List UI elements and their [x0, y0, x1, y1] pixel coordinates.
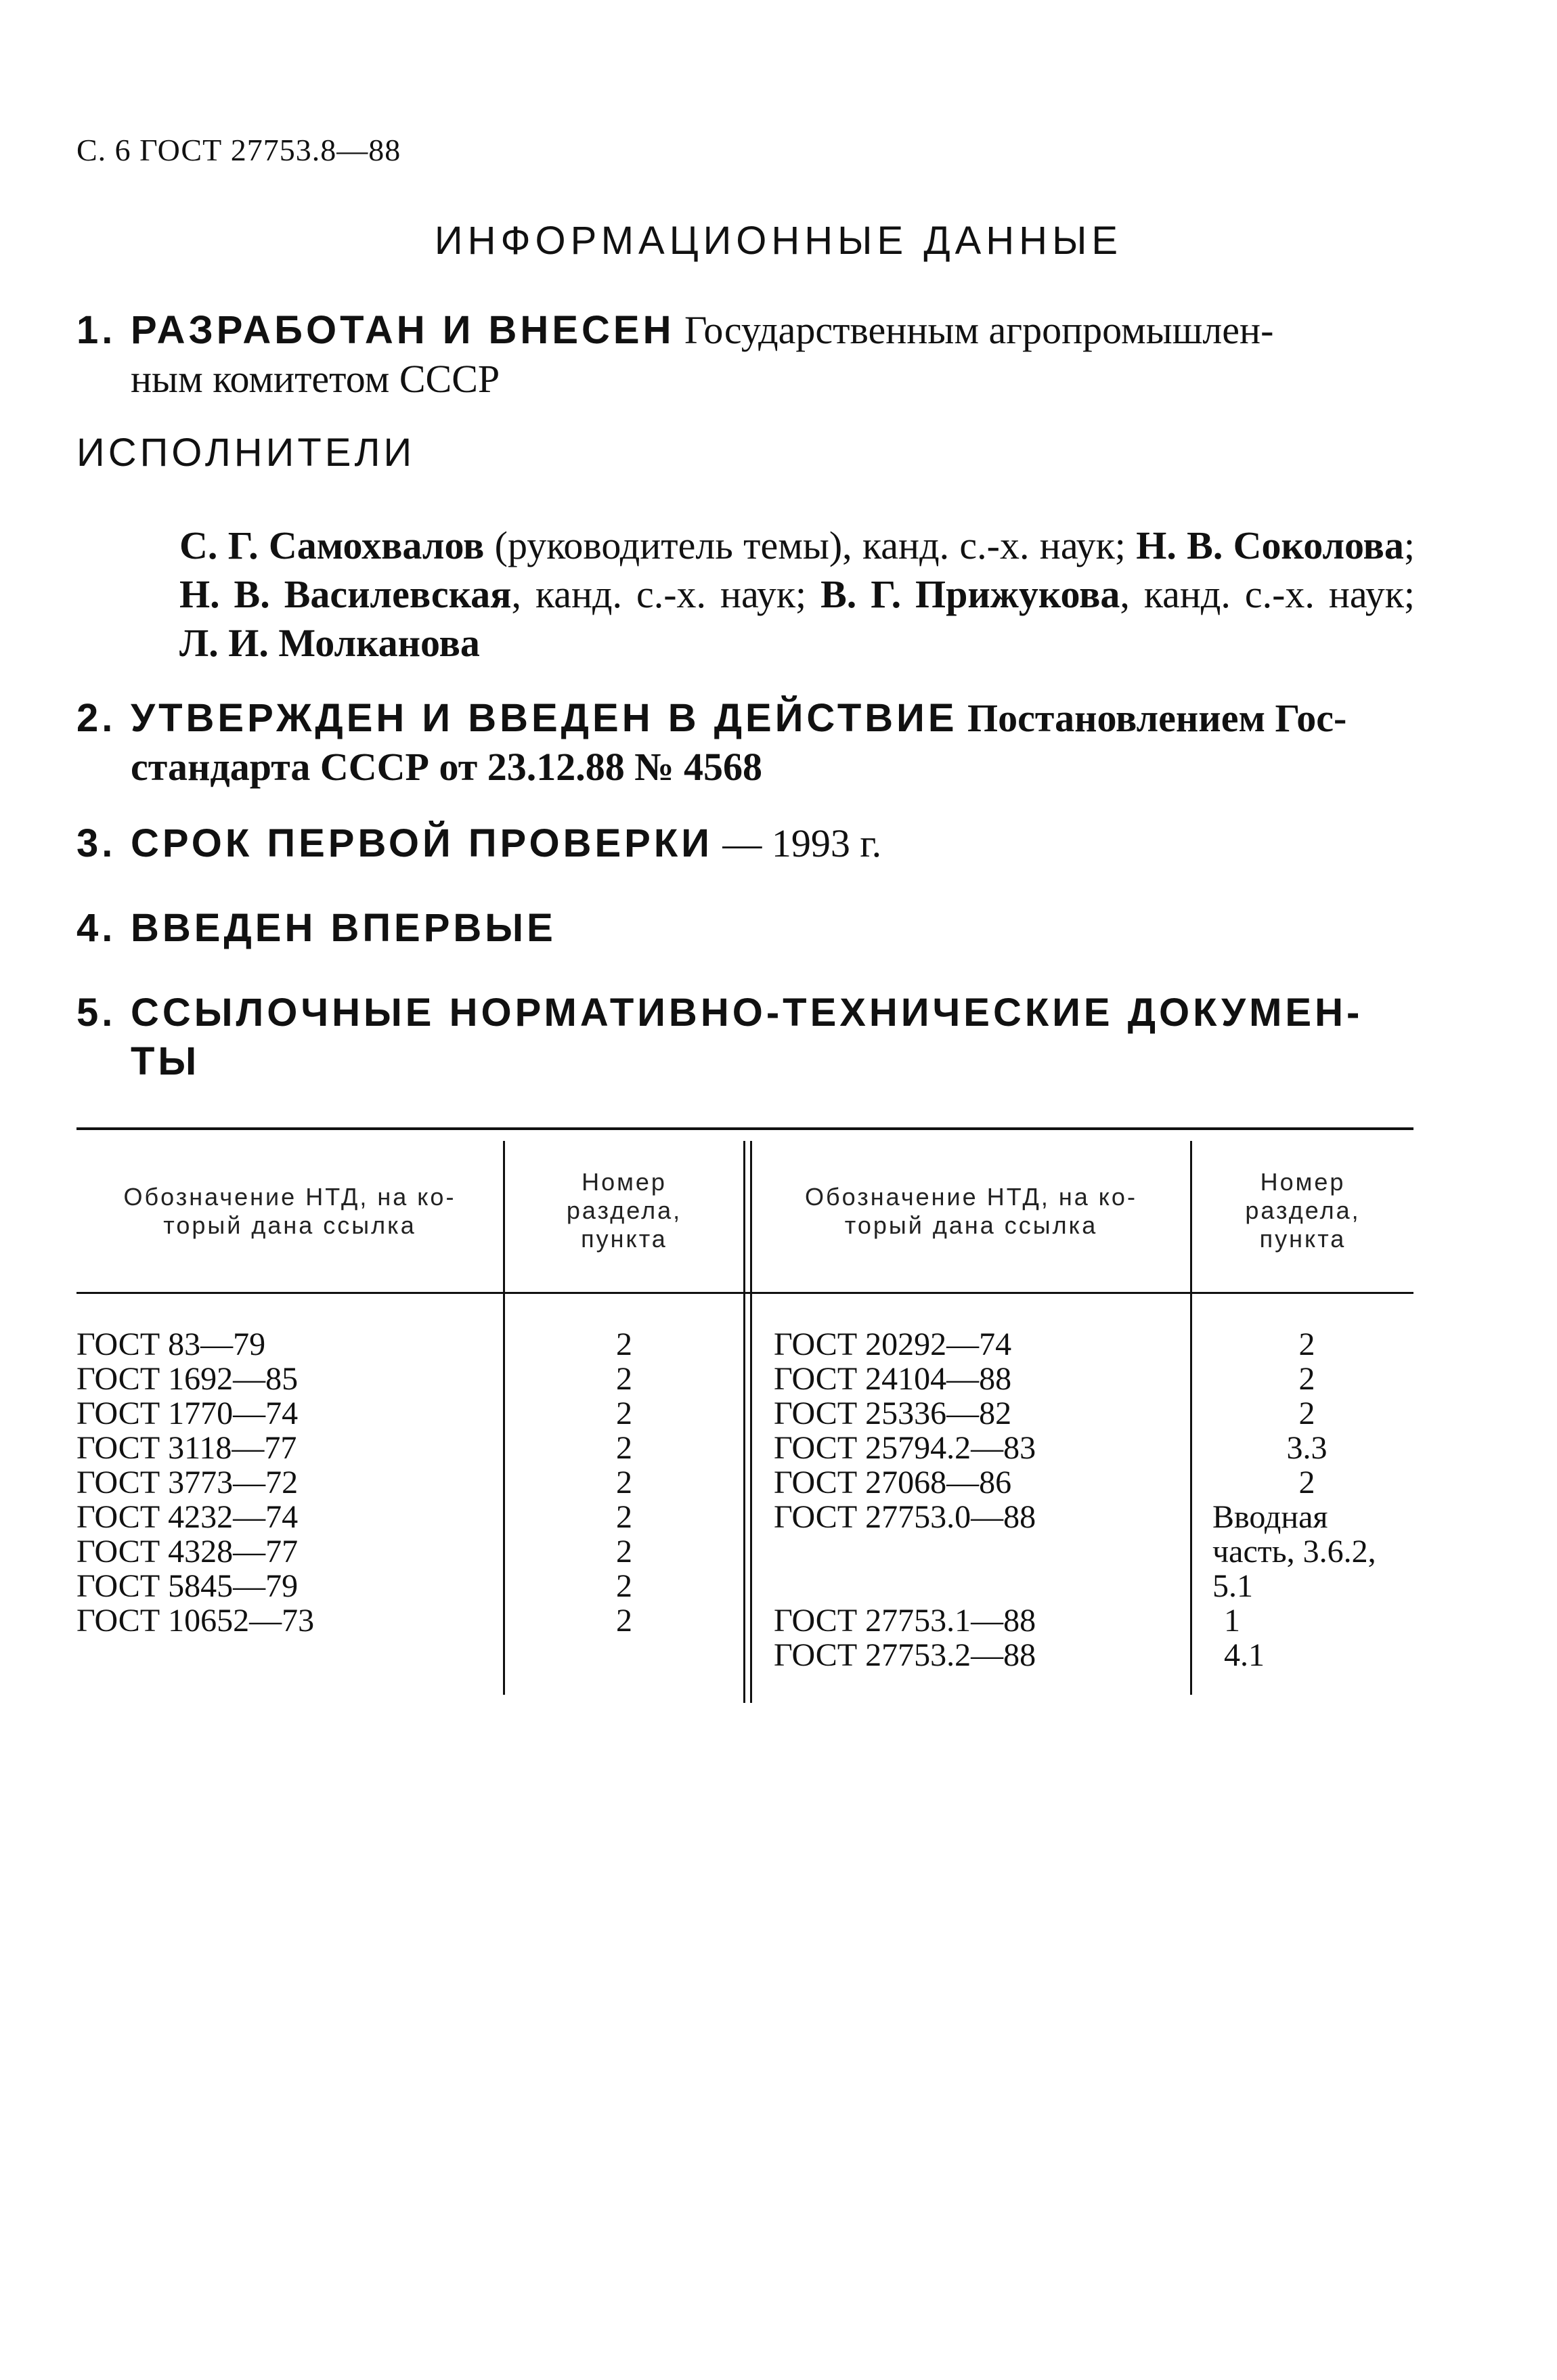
person-name: С. Г. Самохвалов [179, 523, 485, 567]
header-designation-left [76, 1183, 503, 1240]
table-cell: ГОСТ 27753.0—88 [774, 1499, 1036, 1535]
section-3 [76, 819, 1413, 868]
table-cell: 1 [1224, 1603, 1240, 1639]
table-cell: 5.1 [1212, 1568, 1253, 1604]
table-cell: ГОСТ 27068—86 [774, 1465, 1012, 1500]
section-continuation: ным комитетом СССР [131, 357, 500, 401]
table-cell: ГОСТ 3773—72 [76, 1465, 299, 1500]
table-cell: 2 [616, 1395, 632, 1431]
section-text: Государственным агропромышлен- [674, 308, 1274, 352]
left-docs-column [76, 1327, 496, 1638]
left-nums-column [505, 1327, 743, 1638]
table-cell: ГОСТ 25336—82 [774, 1395, 1012, 1431]
executors-list [179, 521, 1415, 668]
document-title: ИНФОРМАЦИОННЫЕ ДАННЫЕ [434, 219, 1123, 263]
section-continuation: стандарта СССР от 23.12.88 № 4568 [131, 745, 762, 789]
header-line: торый дана ссылка [163, 1211, 416, 1239]
right-docs-column [774, 1327, 1187, 1672]
person-name: Н. В. Соколова [1136, 523, 1404, 567]
header-line: Обозначение НТД, на ко- [805, 1183, 1137, 1211]
header-line: пункта [581, 1225, 667, 1253]
table-cell: ГОСТ 24104—88 [774, 1361, 1012, 1397]
section-heading: УТВЕРЖДЕН И ВВЕДЕН В ДЕЙСТВИЕ [131, 696, 958, 740]
section-heading: ВВЕДЕН ВПЕРВЫЕ [131, 906, 556, 950]
table-cell [774, 1569, 1187, 1603]
header-number-right [1192, 1168, 1413, 1253]
table-cell: Вводная [1212, 1499, 1328, 1535]
table-cell: 2 [616, 1603, 632, 1639]
table-cell: 2 [616, 1361, 632, 1397]
header-line: торый дана ссылка [844, 1211, 1098, 1239]
table-cell: ГОСТ 10652—73 [76, 1603, 315, 1639]
table-cell: 2 [616, 1534, 632, 1570]
section-heading: СРОК ПЕРВОЙ ПРОВЕРКИ [131, 821, 713, 865]
person-name: Л. И. Молканова [179, 621, 480, 665]
section-number: 5. [76, 991, 116, 1035]
table-cell: часть, 3.6.2, [1212, 1534, 1376, 1570]
table-cell: ГОСТ 1692—85 [76, 1361, 299, 1397]
header-line: Номер [582, 1168, 667, 1196]
executors-heading: ИСПОЛНИТЕЛИ [76, 431, 416, 475]
table-cell: 2 [1298, 1395, 1315, 1431]
table-cell: ГОСТ 83—79 [76, 1326, 266, 1362]
person-note: , канд. с.-х. наук; [1120, 572, 1416, 616]
section-2 [76, 694, 1413, 792]
section-4 [76, 904, 1413, 953]
person-note: , канд. с.-х. наук; [511, 572, 821, 616]
header-line: раздела, [1245, 1196, 1361, 1224]
table-top-rule [76, 1127, 1413, 1130]
header-line: пункта [1259, 1225, 1346, 1253]
header-designation-right [752, 1183, 1190, 1240]
section-number: 2. [76, 696, 116, 740]
header-line: раздела, [566, 1196, 682, 1224]
header-line: Обозначение НТД, на ко- [123, 1183, 456, 1211]
person-name: Н. В. Василевская [179, 572, 512, 616]
header-line: Номер [1260, 1168, 1346, 1196]
header-number-left [505, 1168, 743, 1253]
section-5 [76, 989, 1413, 1086]
table-cell: ГОСТ 5845—79 [76, 1568, 299, 1604]
table-cell: ГОСТ 3118—77 [76, 1430, 297, 1466]
table-cell: 2 [616, 1499, 632, 1535]
references-table [76, 1127, 1413, 1706]
section-text: — 1993 г. [712, 821, 882, 865]
table-cell [774, 1534, 1187, 1569]
table-cell: ГОСТ 4328—77 [76, 1534, 299, 1570]
section-number: 1. [76, 308, 116, 352]
section-1 [76, 306, 1413, 404]
section-heading: РАЗРАБОТАН И ВНЕСЕН [131, 308, 675, 352]
table-cell: 2 [616, 1465, 632, 1500]
table-cell: ГОСТ 27753.1—88 [774, 1603, 1036, 1639]
table-cell: 2 [616, 1326, 632, 1362]
right-nums-column [1200, 1327, 1413, 1672]
table-cell: 2 [1298, 1361, 1315, 1397]
section-heading: ССЫЛОЧНЫЕ НОРМАТИВНО-ТЕХНИЧЕСКИЕ ДОКУМЕН- [131, 991, 1363, 1035]
column-divider-double-a [743, 1141, 745, 1703]
table-cell: ГОСТ 1770—74 [76, 1395, 299, 1431]
section-text: Постановлением Гос- [957, 696, 1347, 740]
table-cell: ГОСТ 20292—74 [774, 1326, 1012, 1362]
person-note: ; [1403, 523, 1415, 567]
person-name: В. Г. Прижукова [820, 572, 1120, 616]
section-number: 4. [76, 906, 116, 950]
section-number: 3. [76, 821, 116, 865]
table-cell: ГОСТ 27753.2—88 [774, 1637, 1036, 1673]
person-note: (руководитель темы), канд. с.-х. наук; [484, 523, 1137, 567]
page-header: С. 6 ГОСТ 27753.8—88 [76, 133, 401, 167]
table-cell: ГОСТ 25794.2—83 [774, 1430, 1036, 1466]
table-cell: 3.3 [1286, 1430, 1328, 1466]
table-cell: ГОСТ 4232—74 [76, 1499, 299, 1535]
table-cell: 2 [616, 1568, 632, 1604]
section-continuation: ТЫ [131, 1039, 200, 1083]
table-cell: 2 [1298, 1465, 1315, 1500]
table-cell: 2 [1298, 1326, 1315, 1362]
table-cell: 2 [616, 1430, 632, 1466]
table-cell: 4.1 [1224, 1637, 1265, 1673]
